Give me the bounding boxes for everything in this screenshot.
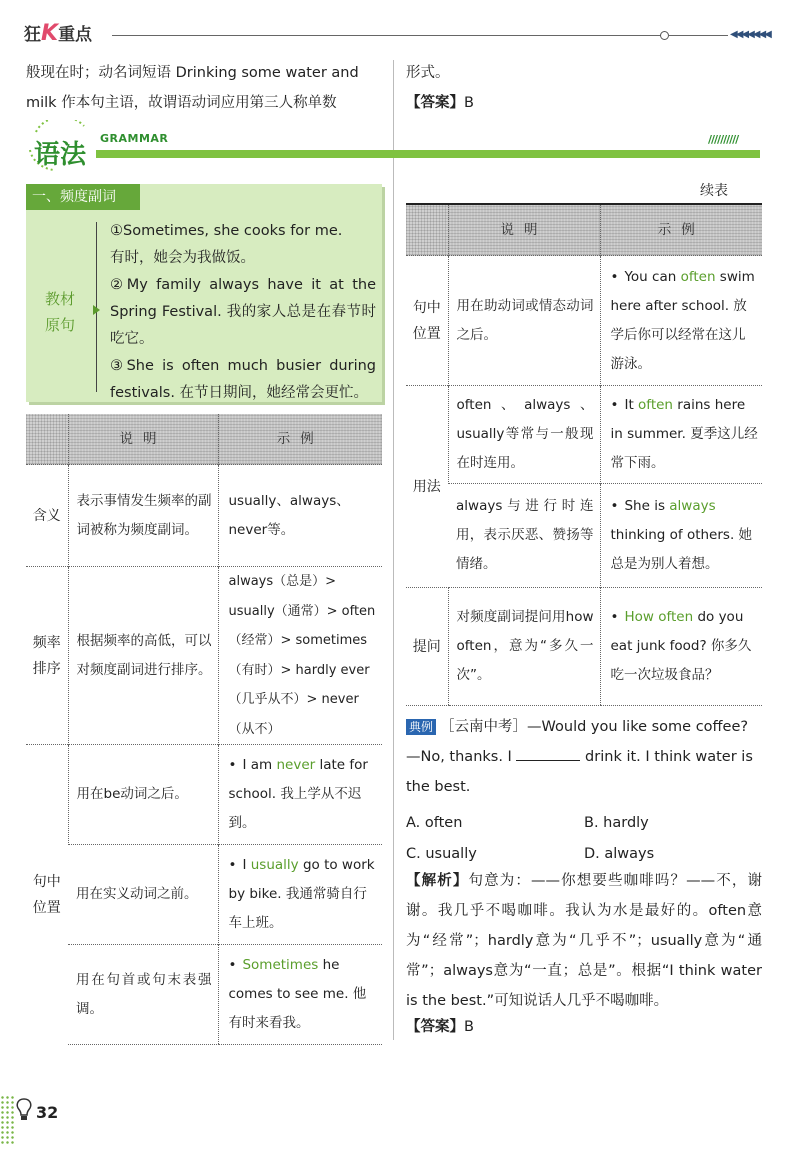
footer-dots	[0, 1095, 14, 1145]
table-head-desc: 说明	[448, 204, 600, 256]
page-number: 32	[36, 1103, 59, 1122]
table-row: 含义 表示事情发生频率的副词被称为频度副词。 usually、always、never等。	[26, 465, 382, 567]
textbook-sentences: ①Sometimes, she cooks for me. 有时，她会为我做饭。 ②My family always have it at the Spring Festival. 我的家人总是在春节时吃它。 ③She is often much busier during festivals. 在节日期间，她经常会更忙。	[110, 223, 376, 401]
column-divider	[393, 60, 394, 1040]
table-head-desc: 说明	[68, 414, 218, 465]
example-tag: 典例	[406, 719, 436, 735]
option-d: D. always	[584, 846, 655, 862]
table-row: 频率排序 根据频率的高低，可以对频度副词进行排序。 always（总是）> usually（通常）> often（经常）> sometimes（有时）> hardly ever（几乎从不）> never（从不）	[26, 567, 382, 745]
option-a: A. often	[406, 815, 463, 831]
continued-caption: 续表	[700, 183, 728, 199]
top-right-text: 形式。 【答案】B	[406, 65, 474, 111]
grammar-subtitle: GRAMMAR	[100, 132, 169, 145]
table-row: 句中位置 用在助动词或情态动词之后。 • You can often swim here after school. 放学后你可以经常在这儿游泳。	[406, 256, 762, 386]
option-b: B. hardly	[584, 815, 649, 831]
textbook-label: 教材原句	[44, 290, 75, 334]
grammar-title: 语法	[34, 140, 87, 170]
frequency-adverb-table-continued	[406, 203, 762, 706]
answer: 【答案】B	[406, 1019, 474, 1035]
table-row: 用在实义动词之前。 • I usually go to work by bike. 我通常骑自行车上班。	[26, 845, 382, 945]
analysis: 【解析】句意为：——你想要些咖啡吗？——不，谢谢。我几乎不喝咖啡。我认为水是最好的。often意为“经常”；hardly意为“几乎不”；usually意为“通常”；always意为“一直；总是”。根据“I think water is the best.”可知说话人几乎不喝咖啡。	[406, 873, 762, 1009]
table-row: 提问 对频度副词提问用how often，意为“多久一次”。 • How often do you eat junk food? 你多久吃一次垃圾食品？	[406, 588, 762, 706]
header-rule	[112, 35, 662, 36]
table-head-empty	[406, 204, 448, 256]
header-arrows-icon: ◀◀◀◀◀◀◀	[730, 29, 770, 40]
answer-options	[406, 808, 762, 870]
answer-blank	[516, 746, 580, 761]
table-head-example: 示例	[218, 414, 382, 465]
example-question: 典例 ［云南中考］—Would you like some coffee? —No, thanks. I drink it. I think water is the best.	[406, 719, 753, 795]
pointer-triangle-icon	[93, 305, 100, 315]
table-row: 用法 often、always、usually等常与一般现在时连用。 • It often rains here in summer. 夏季这儿经常下雨。	[406, 386, 762, 484]
section-tag: 一、频度副词	[26, 184, 140, 210]
lightbulb-icon	[14, 1097, 34, 1123]
top-left-text: 般现在时；动名词短语 Drinking some water and milk 作本句主语，故谓语动词应用第三人称单数	[26, 65, 359, 111]
grammar-bar	[96, 150, 760, 158]
header-rule-right	[668, 35, 728, 36]
table-row: always与进行时连用，表示厌恶、赞扬等情绪。 • She is always thinking of others. 她总是为别人着想。	[406, 484, 762, 588]
table-head-empty	[26, 414, 68, 465]
brand-logo: 狂K重点	[24, 21, 93, 46]
table-row: 句中位置 用在be动词之后。 • I am never late for school. 我上学从不迟到。	[26, 745, 382, 845]
option-c: C. usually	[406, 846, 477, 862]
table-head-example: 示例	[600, 204, 762, 256]
grammar-slashes: //////////	[708, 133, 739, 146]
table-row: 用在句首或句末表强调。 • Sometimes he comes to see me. 他有时来看我。	[26, 945, 382, 1045]
frequency-adverb-table	[26, 414, 382, 1045]
